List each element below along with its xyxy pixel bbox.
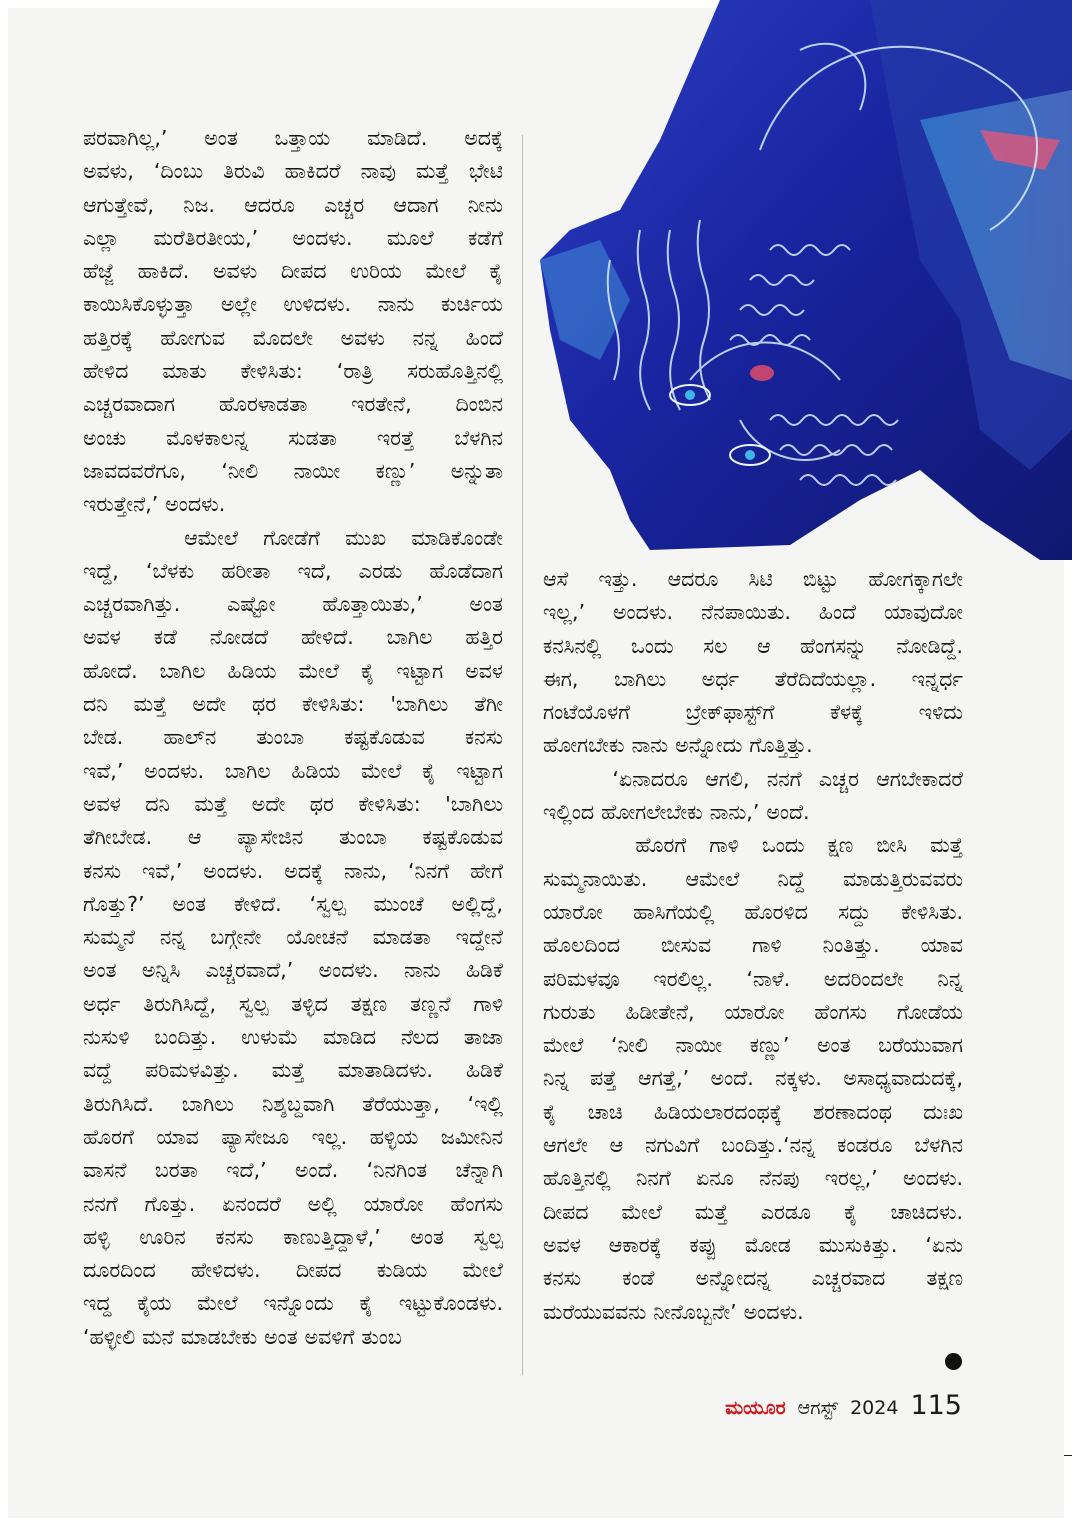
text-line: ಯಾರೋ ಹಾಸಿಗೆಯಲ್ಲಿ ಹೊರಳಿದ ಸದ್ದು ಕೇಳಿಸಿತು. <box>543 899 963 924</box>
text-line: ವದ್ದೆ ಪರಿಮಳವಿತ್ತು. ಮತ್ತೆ ಮಾತಾಡಿದಳು. ಹಿಡಿಕೆ <box>83 1058 503 1083</box>
text-line: ಎಚ್ಚರವಾಗಿತ್ತು. ಎಷ್ಟೋ ಹೊತ್ತಾಯಿತು,’ ಅಂತ <box>83 592 503 617</box>
story-illustration <box>540 0 1072 560</box>
text-line: ಹೊರಗೆ ಯಾವ ಪ್ಯಾಸೇಜೂ ಇಲ್ಲ. ಹಳ್ಳಿಯ ಜಮೀನಿನ <box>83 1124 503 1149</box>
text-line: ಸುಮ್ಮನಾಯಿತು. ಆಮೇಲೆ ನಿದ್ದೆ ಮಾಡುತ್ತಿರುವವರು <box>543 866 963 891</box>
text-line: ‘ಹಳ್ಳೀಲಿ ಮನೆ ಮಾಡಬೇಕು ಅಂತ ಅವಳಿಗೆ ತುಂಬ <box>83 1324 402 1349</box>
text-line: ಹೋದೆ. ಬಾಗಿಲ ಹಿಡಿಯ ಮೇಲೆ ಕೈ ಇಟ್ಟಾಗ ಅವಳ <box>83 658 503 683</box>
text-line: ಹೊಲದಿಂದ ಬೀಸುವ ಗಾಳಿ ನಿಂತಿತ್ತು. ಯಾವ <box>543 933 963 958</box>
text-line: ಅಂತ ಅನ್ನಿಸಿ ಎಚ್ಚರವಾದೆ,’ ಅಂದಳು. ನಾನು ಹಿಡಿಕೆ <box>83 958 503 983</box>
text-line: ಕನಸು ಕಂಡೆ ಅನ್ನೋದನ್ನ ಎಚ್ಚರವಾದ ತಕ್ಷಣ <box>543 1266 963 1291</box>
text-line: ಗುರುತು ಹಿಡೀತೇನೆ, ಯಾರೋ ಹೆಂಗಸು ಗೋಡೆಯ <box>543 999 963 1024</box>
text-line: ಮೇಲೆ ‘ನೀಲಿ ನಾಯೀ ಕಣ್ಣು’ ಅಂತ ಬರೆಯುವಾಗ <box>543 1033 963 1058</box>
text-line: ಬೇಡ. ಹಾಲ್‌ನ ತುಂಬಾ ಕಷ್ಟಕೊಡುವ ಕನಸು <box>83 725 503 750</box>
text-line: ಗಂಟೆಯೊಳಗೆ ಬ್ರೇಕ್‌ಫಾಸ್ಟ್‌ಗೆ ಕೆಳಕ್ಕೆ ಇಳಿದು <box>543 700 964 725</box>
text-line: ಸುಮ್ಮನೆ ನನ್ನ ಬಗ್ಗೇನೇ ಯೋಚನೆ ಮಾಡತಾ ಇದ್ದೇನೆ <box>83 925 503 950</box>
end-of-story-bullet <box>945 1353 962 1370</box>
text-line: ಇಲ್ಲಿಂದ ಹೋಗಲೇಬೇಕು ನಾನು,’ ಅಂದೆ. <box>543 800 810 825</box>
crop-mark-bottom <box>1064 1455 1072 1456</box>
text-line: ಅವಳು, ‘ದಿಂಬು ತಿರುವಿ ಹಾಕಿದರೆ ನಾವು ಮತ್ತೆ ಭೇಟಿ <box>83 159 503 184</box>
text-line: ಜಾವದವರೆಗೂ, ‘ನೀಲಿ ನಾಯೀ ಕಣ್ಣು’ ಅನ್ನುತಾ <box>83 458 503 483</box>
text-line: ಕನಸಿನಲ್ಲಿ ಒಂದು ಸಲ ಆ ಹೆಂಗಸನ್ನು ನೋಡಿದ್ದೆ. <box>543 633 963 658</box>
text-line: ಹಳ್ಳಿ ಊರಿನ ಕನಸು ಕಾಣುತ್ತಿದ್ದಾಳೆ,’ ಅಂತ ಸ್ವಲ್ಪ <box>83 1224 503 1249</box>
text-line: ಇದ್ದ ಕೈಯ ಮೇಲೆ ಇನ್ನೊಂದು ಕೈ ಇಟ್ಟುಕೊಂಡಳು. <box>83 1291 503 1316</box>
column-divider <box>522 135 523 1375</box>
text-line: ಎಚ್ಚರವಾದಾಗ ಹೊರಳಾಡತಾ ಇರತೇನೆ, ದಿಂಬಿನ <box>83 392 503 417</box>
issue-month: ಆಗಸ್ಟ್ <box>797 1397 839 1419</box>
text-line: ನಿನ್ನ ಪತ್ತೆ ಆಗತ್ತೆ,’ ಅಂದೆ. ನಕ್ಕಳು. ಅಸಾಧ್ಯವಾದುದಕ್ಕೆ, <box>543 1066 963 1091</box>
text-line: ನನಗೆ ಗೊತ್ತು. ಏನಂದರೆ ಅಲ್ಲಿ ಯಾರೋ ಹೆಂಗಸು <box>83 1191 503 1216</box>
page-footer <box>725 1390 962 1421</box>
text-line: ಮರೆಯುವವನು ನೀನೊಬ್ಬನೇ’ ಅಂದಳು. <box>543 1299 804 1324</box>
text-line: ಪರವಾಗಿಲ್ಲ,’ ಅಂತ ಒತ್ತಾಯ ಮಾಡಿದೆ. ಅದಕ್ಕೆ <box>83 126 503 150</box>
text-line: ಕಾಯಿಸಿಕೊಳ್ಳುತ್ತಾ ಅಲ್ಲೇ ಉಳಿದಳು. ನಾನು ಕುರ್ಚಿಯ <box>83 292 503 317</box>
text-line: ದನಿ ಮತ್ತೆ ಅದೇ ಥರ ಕೇಳಿಸಿತು: 'ಬಾಗಿಲು ತೆಗೀ <box>83 692 503 717</box>
text-column-left <box>83 122 503 1354</box>
text-line: ಆಗಲೇ ಆ ನಗುವಿಗೆ ಬಂದಿತ್ತು.‘ನನ್ನ ಕಂಡರೂ ಬೆಳಗಿನ <box>543 1133 963 1158</box>
text-line: ಹೊರಗೆ ಗಾಳಿ ಒಂದು ಕ್ಷಣ ಬೀಸಿ ಮತ್ತೆ <box>543 833 963 858</box>
text-line: ಹೊತ್ತಿನಲ್ಲಿ ನಿನಗೆ ಏನೂ ನೆನಪು ಇರಲ್ಲ,’ ಅಂದಳು. <box>543 1166 963 1191</box>
text-line: ಅಂಚು ಮೊಳಕಾಲನ್ನ ಸುಡತಾ ಇರತ್ತೆ ಬೆಳಗಿನ <box>83 425 503 450</box>
text-line: ಎಲ್ಲಾ ಮರೆತಿರತೀಯ,’ ಅಂದಳು. ಮೂಲೆ ಕಡೆಗೆ <box>83 225 503 250</box>
text-line: ತಿರುಗಿಸಿದೆ. ಬಾಗಿಲು ನಿಶ್ಶಬ್ದವಾಗಿ ತೆರೆಯುತ್ತಾ, ‘ಇಲ್ಲಿ <box>83 1091 503 1116</box>
text-line: ಅವಳ ಆಕಾರಕ್ಕೆ ಕಪ್ಪು ಮೋಡ ಮುಸುಕಿತ್ತು. ‘ಏನು <box>543 1232 963 1257</box>
text-line: ತೆಗೀಬೇಡ. ಆ ಪ್ಯಾಸೇಜಿನ ತುಂಬಾ ಕಷ್ಟಕೊಡುವ <box>83 825 503 850</box>
text-line: ಇದ್ದೆ, ‘ಬೆಳಕು ಹರೀತಾ ಇದೆ, ಎರಡು ಹೊಡೆದಾಗ <box>83 558 503 583</box>
page-number: 115 <box>910 1390 962 1421</box>
text-line: ‘ಏನಾದರೂ ಆಗಲಿ, ನನಗೆ ಎಚ್ಚರ ಆಗಬೇಕಾದರೆ <box>543 766 963 791</box>
text-line: ನುಸುಳಿ ಬಂದಿತ್ತು. ಉಳುಮೆ ಮಾಡಿದ ನೆಲದ ತಾಜಾ <box>83 1025 503 1050</box>
text-line: ಈಗ, ಬಾಗಿಲು ಅರ್ಧ ತೆರೆದಿದೆಯಲ್ಲಾ. ಇನ್ನರ್ಧ <box>543 666 963 691</box>
text-line: ಪರಿಮಳವೂ ಇರಲಿಲ್ಲ. ‘ನಾಳೆ. ಅದರಿಂದಲೇ ನಿನ್ನ <box>543 966 963 991</box>
text-line: ಹೆಜ್ಜೆ ಹಾಕಿದೆ. ಅವಳು ದೀಪದ ಉರಿಯ ಮೇಲೆ ಕೈ <box>83 259 503 284</box>
text-line: ವಾಸನೆ ಬರತಾ ಇದೆ,’ ಅಂದೆ. ‘ನಿನಗಿಂತ ಚೆನ್ನಾಗಿ <box>83 1158 503 1183</box>
text-line: ಅವಳ ದನಿ ಮತ್ತೆ ಅದೇ ಥರ ಕೇಳಿಸಿತು: 'ಬಾಗಿಲು <box>83 791 503 816</box>
text-line: ಆಗುತ್ತೇವೆ, ನಿಜ. ಆದರೂ ಎಚ್ಚರ ಆದಾಗ ನೀನು <box>83 192 503 217</box>
text-line: ಹೋಗಬೇಕು ನಾನು ಅನ್ನೋದು ಗೊತ್ತಿತ್ತು. <box>543 733 813 758</box>
text-line: ಅರ್ಧ ತಿರುಗಿಸಿದ್ದೆ, ಸ್ವಲ್ಪ ತಳ್ಳಿದ ತಕ್ಷಣ ತಣ್ಣನೆ ಗಾಳಿ <box>83 991 503 1016</box>
issue-year: 2024 <box>850 1397 899 1419</box>
text-line: ದೀಪದ ಮೇಲೆ ಮತ್ತೆ ಎರಡೂ ಕೈ ಚಾಚಿದಳು. <box>543 1199 963 1224</box>
text-line: ದೂರದಿಂದ ಹೇಳಿದಳು. ದೀಪದ ಕುಡಿಯ ಮೇಲೆ <box>83 1258 503 1283</box>
text-line: ಇರುತ್ತೇನೆ,’ ಅಂದಳು. <box>83 492 226 517</box>
text-line: ಆಮೇಲೆ ಗೋಡೆಗೆ ಮುಖ ಮಾಡಿಕೊಂಡೇ <box>83 525 503 550</box>
text-line: ಅವಳ ಕಡೆ ನೋಡದೆ ಹೇಳಿದೆ. ಬಾಗಿಲ ಹತ್ತಿರ <box>83 625 503 650</box>
text-line: ಇವೆ,’ ಅಂದಳು. ಬಾಗಿಲ ಹಿಡಿಯ ಮೇಲೆ ಕೈ ಇಟ್ಟಾಗ <box>83 758 503 783</box>
text-line: ಹತ್ತಿರಕ್ಕೆ ಹೋಗುವ ಮೊದಲೇ ಅವಳು ನನ್ನ ಹಿಂದೆ <box>83 325 503 350</box>
text-column-right <box>543 563 963 1329</box>
magazine-brand: ಮಯೂರ <box>725 1397 786 1419</box>
text-line: ಕನಸು ಇವೆ,’ ಅಂದಳು. ಅದಕ್ಕೆ ನಾನು, ‘ನಿನಗೆ ಹೇಗೆ <box>83 858 503 883</box>
text-line: ಆಸೆ ಇತ್ತು. ಆದರೂ ಸಿಟಿ ಬಿಟ್ಟು ಹೋಗಕ್ಕಾಗಲೇ <box>543 567 963 591</box>
text-line: ಗೊತ್ತು?’ ಅಂತ ಕೇಳಿದೆ. ‘ಸ್ವಲ್ಪ ಮುಂಚೆ ಅಲ್ಲಿದ್ದೆ, <box>83 891 503 916</box>
text-line: ಕೈ ಚಾಚಿ ಹಿಡಿಯಲಾರದಂಥಕ್ಕೆ ಶರಣಾದಂಥ ದುಃಖ <box>543 1099 963 1124</box>
text-line: ಹೇಳಿದ ಮಾತು ಕೇಳಿಸಿತು: ‘ರಾತ್ರಿ ಸರುಹೊತ್ತಿನಲ್ಲಿ <box>83 359 503 384</box>
text-line: ಇಲ್ಲ,’ ಅಂದಳು. ನೆನಪಾಯಿತು. ಹಿಂದೆ ಯಾವುದೋ <box>543 600 963 625</box>
